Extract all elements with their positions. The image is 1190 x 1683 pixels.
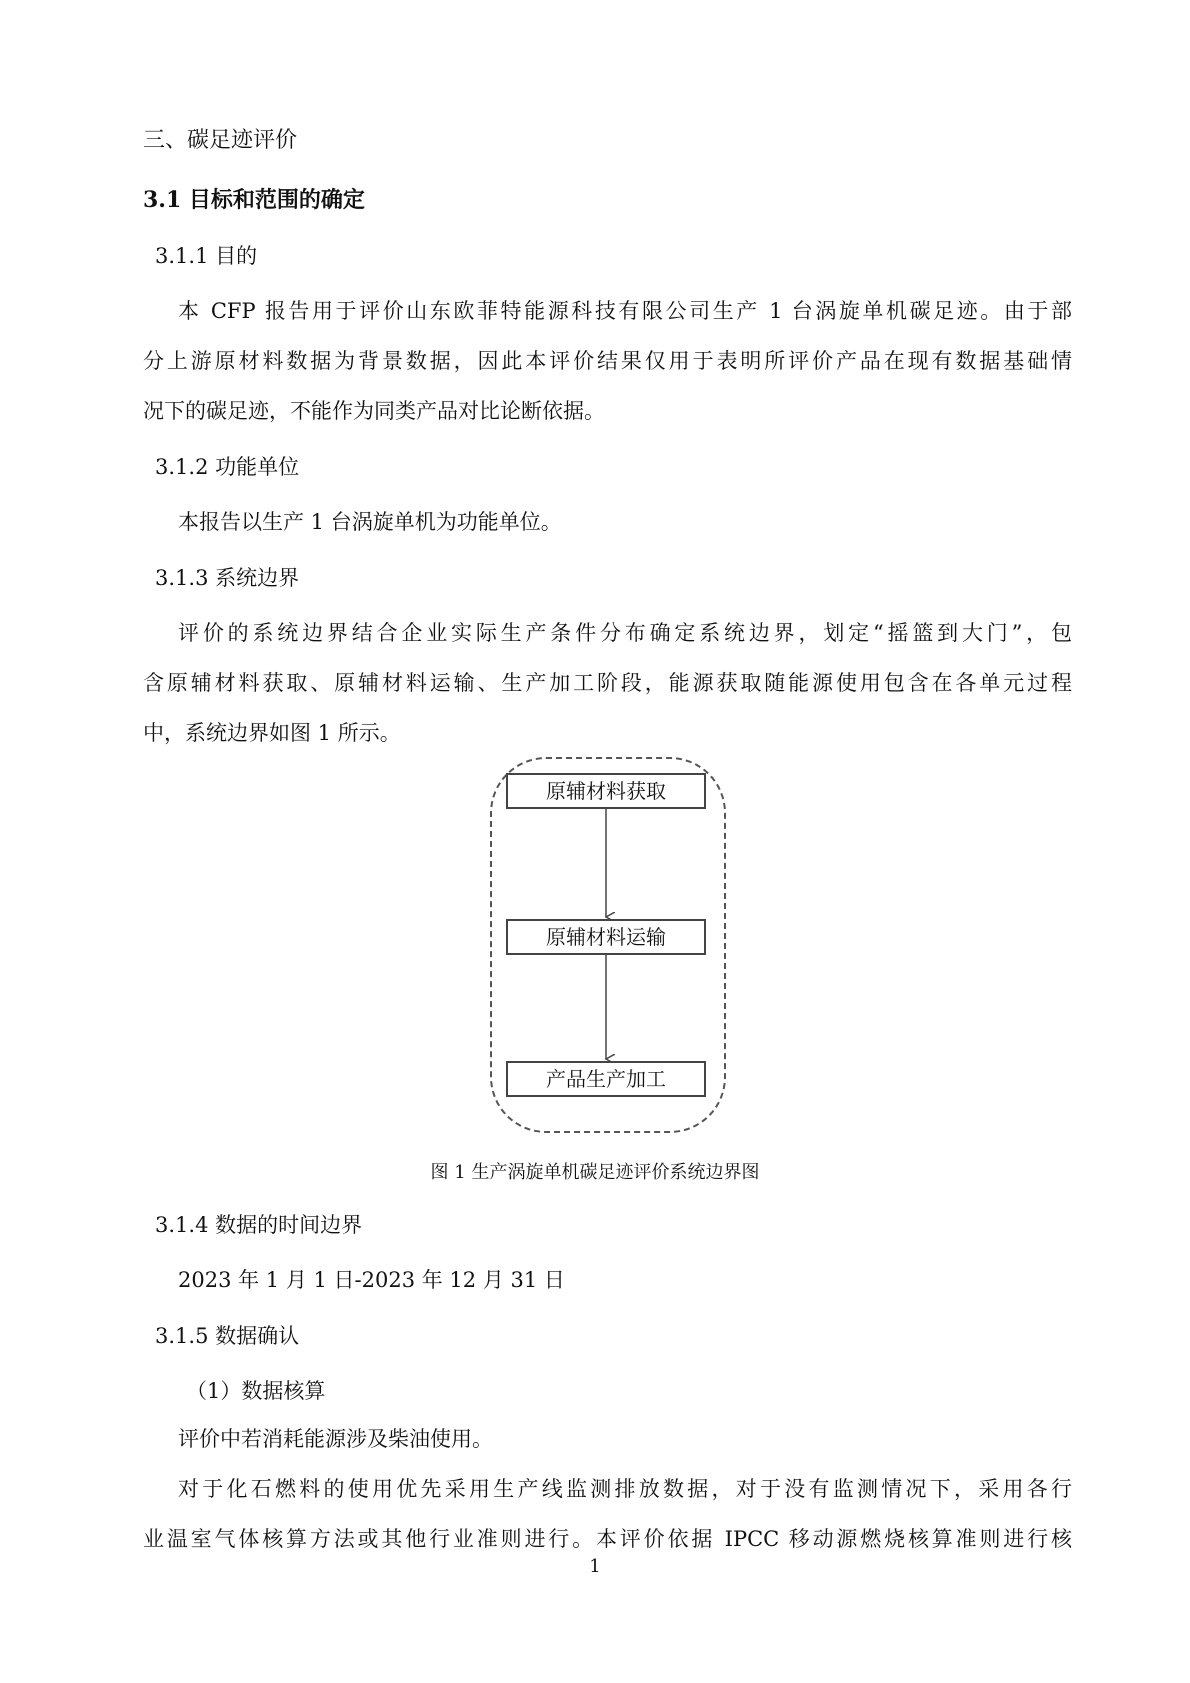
box-product-manufacturing: 产品生产加工 — [506, 1061, 706, 1097]
paragraph-line: 评价的系统边界结合企业实际生产条件分布确定系统边界，划定“摇篮到大门”，包 — [178, 621, 1072, 645]
page-number: 1 — [589, 1556, 601, 1577]
paragraph-line: 分上游原材料数据为背景数据，因此本评价结果仅用于表明所评价产品在现有数据基础情 — [143, 349, 1072, 373]
heading-3-1-2: 3.1.2 功能单位 — [155, 455, 300, 479]
box-raw-material-transport: 原辅材料运输 — [506, 919, 706, 955]
box-raw-material-acquisition: 原辅材料获取 — [506, 773, 706, 809]
figure-caption: 图 1 生产涡旋单机碳足迹评价系统边界图 — [430, 1162, 760, 1183]
paragraph-line: 业温室气体核算方法或其他行业准则进行。本评价依据 IPCC 移动源燃烧核算准则进行核 — [143, 1527, 1072, 1551]
heading-3-1-4: 3.1.4 数据的时间边界 — [155, 1213, 363, 1237]
paragraph-line: 评价中若消耗能源涉及柴油使用。 — [178, 1427, 493, 1451]
paragraph-line: 况下的碳足迹，不能作为同类产品对比论断依据。 — [143, 399, 605, 423]
subsection-title: 3.1 目标和范围的确定 — [143, 187, 365, 213]
paragraph-line: 对于化石燃料的使用优先采用生产线监测排放数据，对于没有监测情况下，采用各行 — [178, 1477, 1072, 1501]
section-title: 三、碳足迹评价 — [143, 128, 298, 153]
paragraph-line: 含原辅材料获取、原辅材料运输、生产加工阶段，能源获取随能源使用包含在各单元过程 — [143, 671, 1072, 695]
heading-3-1-3: 3.1.3 系统边界 — [155, 566, 300, 590]
list-item-heading: （1）数据核算 — [186, 1379, 326, 1403]
paragraph-line: 本报告以生产 1 台涡旋单机为功能单位。 — [178, 510, 562, 534]
paragraph-line: 中，系统边界如图 1 所示。 — [143, 721, 401, 745]
heading-3-1-5: 3.1.5 数据确认 — [155, 1324, 300, 1348]
heading-3-1-1: 3.1.1 目的 — [155, 244, 258, 268]
system-boundary-diagram — [490, 757, 726, 1133]
paragraph-line: 2023 年 1 月 1 日-2023 年 12 月 31 日 — [178, 1268, 565, 1292]
paragraph-line: 本 CFP 报告用于评价山东欧菲特能源科技有限公司生产 1 台涡旋单机碳足迹。由于部 — [178, 299, 1072, 323]
